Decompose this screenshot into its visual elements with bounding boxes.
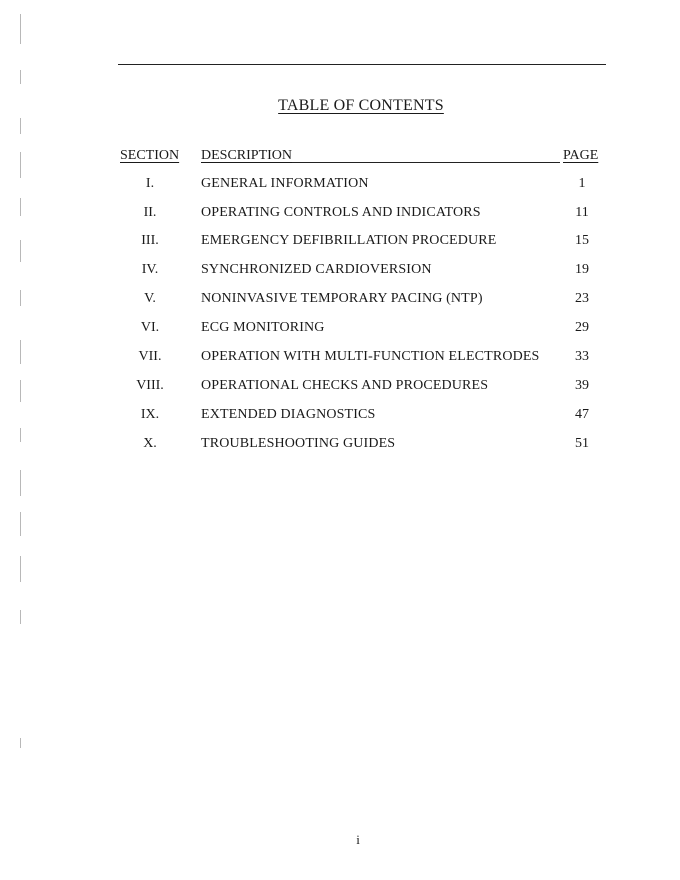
toc-entry[interactable] [0, 436, 680, 456]
column-header-description: DESCRIPTION [201, 148, 293, 163]
column-header-page: PAGE [563, 148, 599, 163]
scan-mark [20, 118, 21, 134]
toc-entry[interactable] [0, 407, 680, 427]
toc-description: EMERGENCY DEFIBRILLATION PROCEDURE [201, 233, 497, 248]
toc-section-number: VI. [140, 320, 160, 335]
toc-description: TROUBLESHOOTING GUIDES [201, 436, 396, 451]
top-rule [118, 64, 606, 65]
scan-mark [20, 70, 21, 84]
toc-entry[interactable] [0, 262, 680, 282]
toc-section-number: IV. [141, 262, 159, 277]
toc-section-number: I. [145, 176, 155, 191]
toc-section-number: II. [143, 205, 157, 220]
column-header-section: SECTION [120, 148, 180, 163]
toc-section-number: VIII. [136, 378, 164, 393]
toc-entry[interactable] [0, 205, 680, 225]
toc-page-number: 23 [575, 291, 589, 306]
scan-mark [20, 556, 21, 582]
toc-entry[interactable] [0, 176, 680, 196]
toc-page-number: 15 [575, 233, 589, 248]
scan-mark [20, 14, 21, 44]
toc-entry[interactable] [0, 320, 680, 340]
toc-page-number: 47 [575, 407, 589, 422]
toc-page-number: 39 [575, 378, 589, 393]
toc-page-number: 11 [575, 205, 589, 220]
scan-mark [20, 610, 21, 624]
toc-page-number: 1 [578, 176, 586, 191]
toc-entry[interactable] [0, 349, 680, 369]
toc-description: OPERATIONAL CHECKS AND PROCEDURES [201, 378, 489, 393]
toc-section-number: X. [143, 436, 157, 451]
toc-entry[interactable] [0, 291, 680, 311]
toc-description: EXTENDED DIAGNOSTICS [201, 407, 376, 422]
page-number: i [356, 832, 360, 847]
toc-description: NONINVASIVE TEMPORARY PACING (NTP) [201, 291, 483, 306]
toc-description: OPERATING CONTROLS AND INDICATORS [201, 205, 481, 220]
toc-page-number: 19 [575, 262, 589, 277]
toc-page-number: 33 [575, 349, 589, 364]
toc-section-number: V. [144, 291, 156, 306]
header-rule [292, 162, 560, 163]
scan-mark [20, 512, 21, 536]
toc-description: GENERAL INFORMATION [201, 176, 369, 191]
page-title-text: TABLE OF CONTENTS [278, 97, 444, 114]
scan-mark [20, 470, 21, 496]
toc-entry[interactable] [0, 378, 680, 398]
toc-description: SYNCHRONIZED CARDIOVERSION [201, 262, 432, 277]
toc-entry[interactable] [0, 233, 680, 253]
toc-page-number: 51 [575, 436, 589, 451]
toc-section-number: VII. [138, 349, 162, 364]
toc-description: OPERATION WITH MULTI-FUNCTION ELECTRODES [201, 349, 540, 364]
toc-section-number: IX. [140, 407, 160, 422]
scan-mark [20, 152, 21, 178]
toc-page-number: 29 [575, 320, 589, 335]
scan-mark [20, 738, 21, 748]
page-title [0, 97, 680, 115]
toc-description: ECG MONITORING [201, 320, 325, 335]
toc-section-number: III. [141, 233, 159, 248]
